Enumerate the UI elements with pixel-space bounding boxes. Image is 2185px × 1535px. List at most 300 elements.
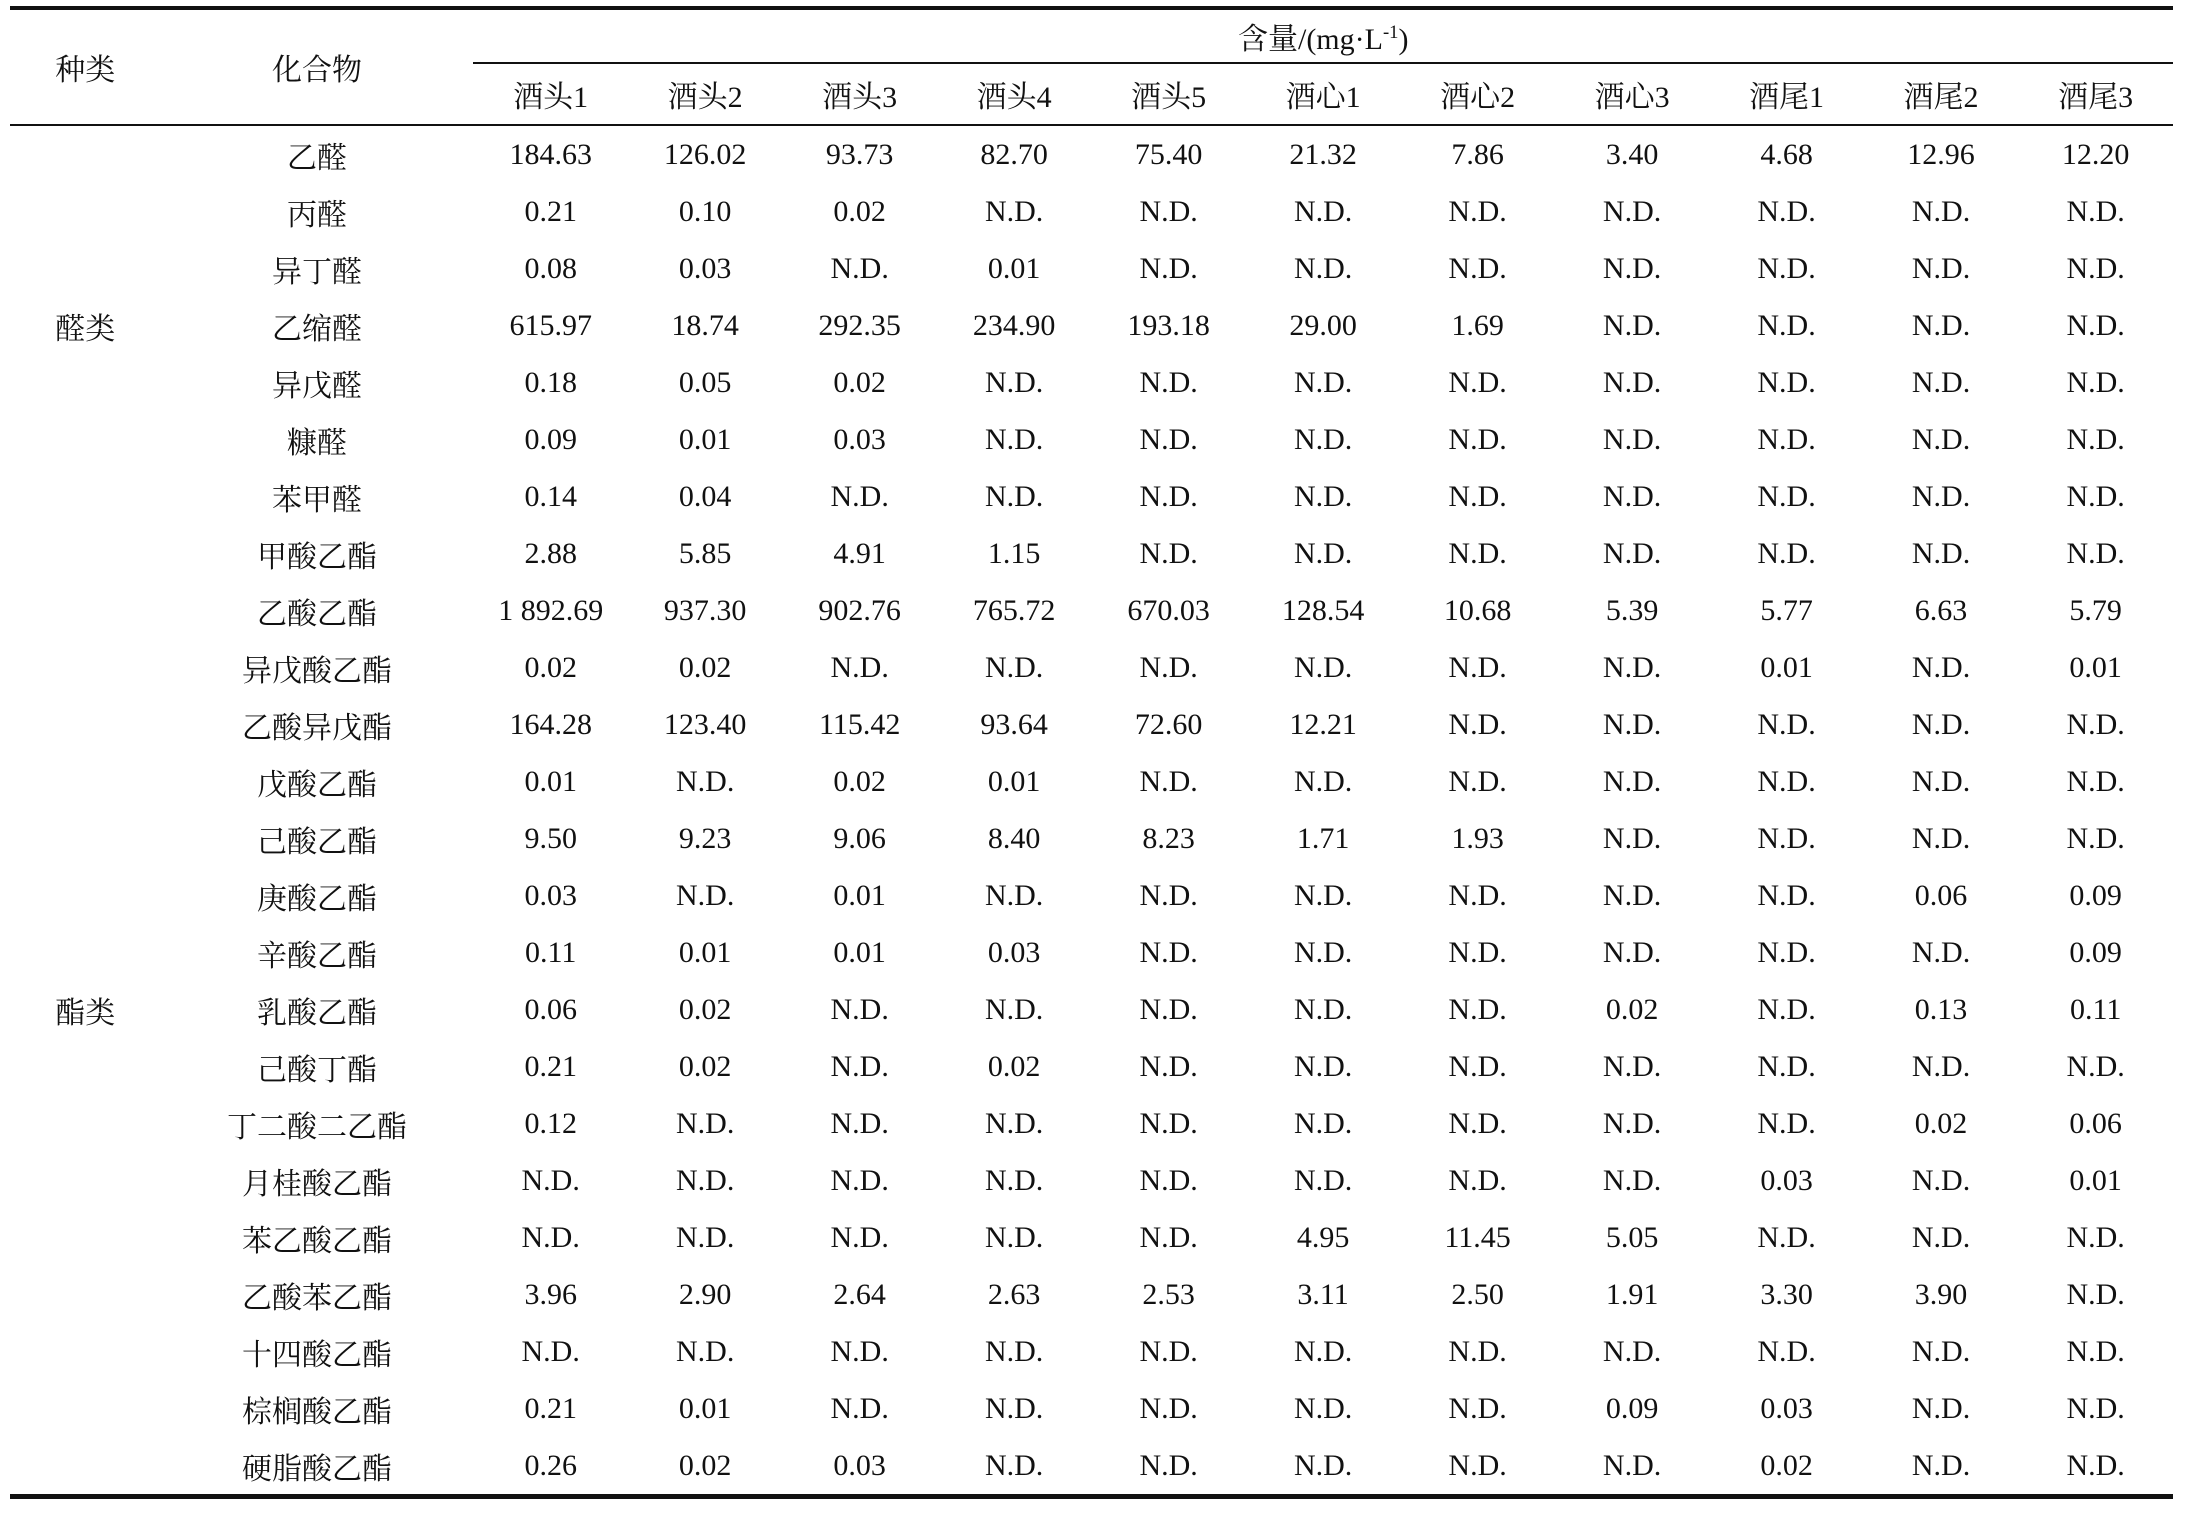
value-cell: N.D. bbox=[1757, 365, 1816, 399]
value-cell: N.D. bbox=[830, 251, 889, 285]
value-cell: N.D. bbox=[1293, 650, 1353, 684]
value-cell: 5.39 bbox=[1605, 593, 1659, 627]
table-row bbox=[10, 981, 2173, 1038]
value-cell: N.D. bbox=[1293, 251, 1353, 285]
value-cell: 82.70 bbox=[980, 137, 1048, 171]
value-cell: N.D. bbox=[1602, 194, 1662, 228]
compound-content-table bbox=[10, 6, 2173, 1499]
table-row bbox=[10, 525, 2173, 582]
value-cell: N.D. bbox=[1293, 536, 1353, 570]
value-cell: N.D. bbox=[2066, 764, 2125, 798]
value-cell: 0.02 bbox=[678, 1448, 732, 1482]
value-cell: N.D. bbox=[984, 1334, 1044, 1368]
compound-name: 乙醛 bbox=[286, 141, 347, 175]
value-cell: 292.35 bbox=[818, 308, 901, 342]
value-cell: 9.06 bbox=[833, 821, 886, 855]
value-cell: N.D. bbox=[2066, 479, 2125, 513]
value-cell: N.D. bbox=[1911, 1391, 1971, 1425]
value-cell: N.D. bbox=[1448, 251, 1507, 285]
value-cell: 0.01 bbox=[2069, 650, 2122, 684]
value-cell: N.D. bbox=[1757, 251, 1816, 285]
value-cell: 4.68 bbox=[1760, 137, 1813, 171]
value-cell: N.D. bbox=[1602, 251, 1662, 285]
value-cell: N.D. bbox=[1293, 1163, 1353, 1197]
value-cell: 93.64 bbox=[980, 707, 1048, 741]
value-cell: N.D. bbox=[1448, 365, 1507, 399]
value-cell: 5.85 bbox=[678, 536, 732, 570]
value-cell: N.D. bbox=[1293, 1106, 1353, 1140]
value-cell: 0.01 bbox=[987, 764, 1041, 798]
value-cell: 937.30 bbox=[663, 593, 747, 627]
value-cell: N.D. bbox=[1757, 536, 1816, 570]
value-cell: 0.10 bbox=[678, 194, 732, 228]
value-cell: N.D. bbox=[984, 365, 1044, 399]
value-cell: 234.90 bbox=[972, 308, 1056, 342]
value-cell: 902.76 bbox=[818, 593, 901, 627]
value-cell: 2.64 bbox=[833, 1277, 886, 1311]
value-cell: N.D. bbox=[1757, 422, 1816, 456]
value-cell: 115.42 bbox=[818, 707, 901, 741]
compound-name: 苯甲醛 bbox=[271, 483, 362, 517]
value-cell: N.D. bbox=[1911, 1448, 1971, 1482]
value-cell: N.D. bbox=[1911, 1334, 1971, 1368]
value-cell: N.D. bbox=[984, 1391, 1044, 1425]
value-cell: 0.06 bbox=[524, 992, 577, 1026]
compound-name: 乙酸异戊酯 bbox=[241, 711, 392, 745]
value-cell: N.D. bbox=[1602, 479, 1662, 513]
value-cell: 0.06 bbox=[1914, 878, 1968, 912]
value-cell: N.D. bbox=[1293, 194, 1353, 228]
value-cell: N.D. bbox=[1602, 821, 1662, 855]
value-cell: 0.03 bbox=[833, 1448, 886, 1482]
value-cell: 8.23 bbox=[1142, 821, 1195, 855]
compound-name: 己酸丁酯 bbox=[256, 1053, 377, 1087]
category-group-label: 酯类 bbox=[55, 996, 116, 1030]
value-cell: N.D. bbox=[521, 1220, 580, 1254]
value-cell: 0.02 bbox=[987, 1049, 1041, 1083]
value-cell: N.D. bbox=[1448, 707, 1507, 741]
value-cell: N.D. bbox=[1757, 707, 1816, 741]
compound-name: 苯乙酸乙酯 bbox=[241, 1224, 392, 1258]
value-cell: 0.06 bbox=[2069, 1106, 2122, 1140]
value-cell: 1.93 bbox=[1451, 821, 1504, 855]
value-cell: N.D. bbox=[1757, 764, 1816, 798]
compound-name: 硬脂酸乙酯 bbox=[241, 1452, 392, 1486]
value-cell: N.D. bbox=[1602, 365, 1662, 399]
value-cell: N.D. bbox=[1602, 1448, 1662, 1482]
value-cell: N.D. bbox=[2066, 422, 2125, 456]
value-cell: 0.03 bbox=[524, 878, 577, 912]
value-cell: N.D. bbox=[521, 1163, 580, 1197]
value-cell: N.D. bbox=[2066, 308, 2125, 342]
value-cell: 0.01 bbox=[678, 422, 732, 456]
value-cell: N.D. bbox=[1293, 992, 1353, 1026]
value-cell: N.D. bbox=[1139, 1334, 1198, 1368]
compound-name: 乙酸乙酯 bbox=[256, 597, 377, 631]
value-cell: N.D. bbox=[984, 1220, 1044, 1254]
value-cell: N.D. bbox=[984, 1163, 1044, 1197]
value-cell: N.D. bbox=[676, 878, 735, 912]
value-cell: N.D. bbox=[1448, 650, 1507, 684]
value-cell: 126.02 bbox=[663, 137, 747, 171]
value-cell: 615.97 bbox=[509, 308, 592, 342]
value-cell: N.D. bbox=[1911, 251, 1971, 285]
compound-name: 异丁醛 bbox=[271, 255, 362, 289]
value-cell: 93.73 bbox=[825, 137, 894, 171]
value-cell: 0.05 bbox=[678, 365, 732, 399]
value-cell: 0.02 bbox=[1605, 992, 1659, 1026]
value-cell: 0.02 bbox=[833, 764, 886, 798]
value-cell: N.D. bbox=[521, 1334, 580, 1368]
value-cell: N.D. bbox=[1139, 536, 1198, 570]
value-cell: N.D. bbox=[1448, 536, 1507, 570]
value-cell: N.D. bbox=[2066, 707, 2125, 741]
value-cell: 193.18 bbox=[1127, 308, 1210, 342]
value-cell: N.D. bbox=[1757, 878, 1816, 912]
value-cell: 3.90 bbox=[1914, 1277, 1968, 1311]
value-cell: 8.40 bbox=[987, 821, 1041, 855]
value-cell: 5.77 bbox=[1760, 593, 1813, 627]
value-cell: 0.02 bbox=[678, 992, 732, 1026]
sample-column-header: 酒头3 bbox=[782, 63, 936, 125]
value-cell: 0.03 bbox=[1760, 1391, 1813, 1425]
value-cell: 18.74 bbox=[671, 308, 739, 342]
value-cell: 12.96 bbox=[1907, 137, 1975, 171]
value-cell: N.D. bbox=[1139, 992, 1198, 1026]
value-cell: N.D. bbox=[1602, 1163, 1662, 1197]
value-cell: N.D. bbox=[1911, 479, 1971, 513]
value-cell: N.D. bbox=[1448, 1448, 1507, 1482]
value-cell: N.D. bbox=[1293, 365, 1353, 399]
value-cell: N.D. bbox=[830, 1334, 889, 1368]
value-cell: 0.02 bbox=[1914, 1106, 1968, 1140]
value-cell: 0.18 bbox=[524, 365, 577, 399]
value-cell: N.D. bbox=[1293, 1448, 1353, 1482]
table-row bbox=[10, 1209, 2173, 1266]
value-cell: N.D. bbox=[676, 1334, 735, 1368]
table-row bbox=[10, 753, 2173, 810]
value-cell: N.D. bbox=[1757, 935, 1816, 969]
value-cell: N.D. bbox=[1293, 878, 1353, 912]
compound-column-header: 化合物 bbox=[160, 8, 473, 125]
compound-name: 糠醛 bbox=[286, 426, 347, 460]
table-row bbox=[10, 1152, 2173, 1209]
value-cell: N.D. bbox=[676, 1163, 735, 1197]
value-cell: N.D. bbox=[1139, 251, 1198, 285]
value-cell: 0.04 bbox=[678, 479, 732, 513]
value-cell: N.D. bbox=[1911, 365, 1971, 399]
value-cell: 0.02 bbox=[833, 194, 886, 228]
compound-name: 戊酸乙酯 bbox=[256, 768, 377, 802]
value-cell: N.D. bbox=[2066, 1220, 2125, 1254]
value-cell: 128.54 bbox=[1281, 593, 1365, 627]
value-cell: 1.91 bbox=[1605, 1277, 1659, 1311]
table-row bbox=[10, 696, 2173, 753]
unit-superscript: -1 bbox=[1382, 22, 1399, 43]
value-cell: 0.03 bbox=[833, 422, 886, 456]
value-cell: 75.40 bbox=[1134, 137, 1203, 171]
value-cell: 1.71 bbox=[1296, 821, 1350, 855]
value-cell: N.D. bbox=[676, 1220, 735, 1254]
value-cell: N.D. bbox=[1757, 1334, 1816, 1368]
unit-suffix: ) bbox=[1398, 23, 1409, 56]
value-cell: 0.01 bbox=[987, 251, 1041, 285]
value-cell: 7.86 bbox=[1451, 137, 1504, 171]
value-cell: 9.50 bbox=[524, 821, 577, 855]
value-cell: N.D. bbox=[1911, 536, 1971, 570]
value-cell: 0.01 bbox=[678, 935, 732, 969]
sample-column-header: 酒尾3 bbox=[2018, 63, 2173, 125]
value-cell: N.D. bbox=[1139, 1448, 1198, 1482]
value-cell: 0.09 bbox=[1605, 1391, 1659, 1425]
compound-name: 乳酸乙酯 bbox=[256, 996, 377, 1030]
value-cell: N.D. bbox=[830, 1049, 889, 1083]
value-cell: N.D. bbox=[1139, 1049, 1198, 1083]
value-cell: 0.01 bbox=[1760, 650, 1813, 684]
value-cell: 1 892.69 bbox=[498, 593, 604, 627]
value-cell: 765.72 bbox=[972, 593, 1056, 627]
value-cell: N.D. bbox=[1139, 194, 1198, 228]
value-cell: N.D. bbox=[1757, 1220, 1816, 1254]
value-cell: N.D. bbox=[1293, 1334, 1353, 1368]
value-cell: 0.13 bbox=[1914, 992, 1968, 1026]
value-cell: N.D. bbox=[830, 479, 889, 513]
value-cell: N.D. bbox=[1602, 308, 1662, 342]
table-row bbox=[10, 582, 2173, 639]
sample-column-header: 酒头4 bbox=[937, 63, 1091, 125]
value-cell: 10.68 bbox=[1443, 593, 1512, 627]
value-cell: N.D. bbox=[1757, 1049, 1816, 1083]
compound-name: 棕榈酸乙酯 bbox=[241, 1395, 392, 1429]
value-cell: N.D. bbox=[1139, 650, 1198, 684]
table-row bbox=[10, 810, 2173, 867]
value-cell: N.D. bbox=[1911, 308, 1971, 342]
value-cell: 0.09 bbox=[524, 422, 577, 456]
value-cell: N.D. bbox=[1911, 935, 1971, 969]
value-cell: N.D. bbox=[1602, 1049, 1662, 1083]
value-cell: 0.01 bbox=[678, 1391, 732, 1425]
value-cell: N.D. bbox=[1911, 707, 1971, 741]
value-cell: N.D. bbox=[1139, 1391, 1198, 1425]
value-cell: 0.09 bbox=[2069, 935, 2122, 969]
value-cell: 0.26 bbox=[524, 1448, 577, 1482]
compound-name: 乙缩醛 bbox=[271, 312, 362, 346]
value-cell: N.D. bbox=[1911, 821, 1971, 855]
value-cell: N.D. bbox=[1602, 650, 1662, 684]
value-cell: N.D. bbox=[2066, 1391, 2125, 1425]
type-column-header: 种类 bbox=[10, 8, 160, 125]
value-cell: 0.09 bbox=[2069, 878, 2122, 912]
compound-name: 甲酸乙酯 bbox=[256, 540, 377, 574]
value-cell: N.D. bbox=[830, 992, 889, 1026]
value-cell: 0.21 bbox=[524, 194, 577, 228]
table-row bbox=[10, 240, 2173, 297]
value-cell: N.D. bbox=[1139, 878, 1198, 912]
value-cell: N.D. bbox=[1448, 1049, 1507, 1083]
value-cell: N.D. bbox=[1602, 935, 1662, 969]
compound-name: 己酸乙酯 bbox=[256, 825, 377, 859]
value-cell: N.D. bbox=[2066, 536, 2125, 570]
table-row bbox=[10, 1437, 2173, 1497]
compound-name: 丁二酸二乙酯 bbox=[226, 1110, 407, 1144]
sample-column-header: 酒头5 bbox=[1091, 63, 1245, 125]
value-cell: N.D. bbox=[1293, 764, 1353, 798]
value-cell: N.D. bbox=[1293, 935, 1353, 969]
value-cell: N.D. bbox=[1293, 1391, 1353, 1425]
value-cell: 0.03 bbox=[987, 935, 1041, 969]
value-cell: N.D. bbox=[1448, 992, 1507, 1026]
value-cell: N.D. bbox=[1139, 935, 1198, 969]
value-cell: 184.63 bbox=[509, 137, 592, 171]
value-cell: 164.28 bbox=[509, 707, 592, 741]
value-cell: 11.45 bbox=[1444, 1220, 1511, 1254]
value-cell: 670.03 bbox=[1127, 593, 1210, 627]
value-cell: N.D. bbox=[1293, 1049, 1353, 1083]
value-cell: N.D. bbox=[2066, 365, 2125, 399]
value-cell: 0.02 bbox=[678, 650, 732, 684]
value-cell: N.D. bbox=[1448, 194, 1507, 228]
value-cell: 0.02 bbox=[524, 650, 577, 684]
value-cell: N.D. bbox=[984, 878, 1044, 912]
value-cell: 12.20 bbox=[2061, 137, 2130, 171]
value-cell: N.D. bbox=[676, 1106, 735, 1140]
value-cell: N.D. bbox=[2066, 1448, 2125, 1482]
value-cell: N.D. bbox=[1602, 536, 1662, 570]
value-cell: N.D. bbox=[1911, 422, 1971, 456]
value-cell: 4.91 bbox=[833, 536, 886, 570]
value-cell: 0.01 bbox=[833, 935, 886, 969]
value-cell: 0.01 bbox=[2069, 1163, 2122, 1197]
value-cell: N.D. bbox=[1757, 992, 1816, 1026]
value-cell: 3.30 bbox=[1760, 1277, 1813, 1311]
value-cell: N.D. bbox=[1757, 308, 1816, 342]
value-cell: N.D. bbox=[1139, 365, 1198, 399]
value-cell: N.D. bbox=[1911, 764, 1971, 798]
value-cell: N.D. bbox=[984, 992, 1044, 1026]
table-row bbox=[10, 1266, 2173, 1323]
value-cell: N.D. bbox=[1757, 194, 1816, 228]
value-cell: 21.32 bbox=[1289, 137, 1357, 171]
value-cell: N.D. bbox=[830, 1391, 889, 1425]
value-cell: 0.14 bbox=[524, 479, 577, 513]
value-cell: N.D. bbox=[830, 1220, 889, 1254]
value-cell: N.D. bbox=[1448, 1334, 1507, 1368]
value-cell: N.D. bbox=[1448, 479, 1507, 513]
value-cell: 0.12 bbox=[524, 1106, 577, 1140]
value-cell: N.D. bbox=[2066, 1049, 2125, 1083]
value-cell: N.D. bbox=[984, 194, 1044, 228]
value-cell: N.D. bbox=[1911, 194, 1971, 228]
value-cell: N.D. bbox=[1139, 479, 1198, 513]
value-cell: N.D. bbox=[1293, 479, 1353, 513]
value-cell: 2.53 bbox=[1142, 1277, 1195, 1311]
value-cell: N.D. bbox=[1448, 1106, 1507, 1140]
value-cell: N.D. bbox=[1757, 821, 1816, 855]
sample-column-header: 酒尾2 bbox=[1864, 63, 2018, 125]
value-cell: N.D. bbox=[830, 1163, 889, 1197]
value-cell: N.D. bbox=[984, 422, 1044, 456]
value-cell: N.D. bbox=[1139, 422, 1198, 456]
category-group-label: 醛类 bbox=[55, 312, 116, 346]
table-row bbox=[10, 468, 2173, 525]
value-cell: 3.11 bbox=[1297, 1277, 1349, 1311]
compound-name: 庚酸乙酯 bbox=[256, 882, 377, 916]
table-row bbox=[10, 411, 2173, 468]
value-cell: N.D. bbox=[1602, 1106, 1662, 1140]
value-cell: 0.02 bbox=[678, 1049, 732, 1083]
table-row bbox=[10, 1038, 2173, 1095]
value-cell: 0.02 bbox=[1760, 1448, 1813, 1482]
value-cell: N.D. bbox=[984, 479, 1044, 513]
value-cell: N.D. bbox=[1911, 1163, 1971, 1197]
value-cell: N.D. bbox=[1139, 1220, 1198, 1254]
value-cell: N.D. bbox=[1602, 422, 1662, 456]
sample-column-header: 酒头1 bbox=[473, 63, 627, 125]
value-cell: N.D. bbox=[2066, 1334, 2125, 1368]
value-cell: 4.95 bbox=[1296, 1220, 1350, 1254]
value-cell: N.D. bbox=[2066, 194, 2125, 228]
sample-column-header: 酒心2 bbox=[1400, 63, 1554, 125]
value-cell: N.D. bbox=[1448, 878, 1507, 912]
table-row bbox=[10, 1323, 2173, 1380]
value-cell: N.D. bbox=[984, 650, 1044, 684]
value-cell: N.D. bbox=[1293, 422, 1353, 456]
content-unit-header bbox=[473, 8, 2173, 63]
value-cell: 0.08 bbox=[524, 251, 577, 285]
value-cell: N.D. bbox=[1911, 1220, 1971, 1254]
value-cell: 5.05 bbox=[1605, 1220, 1659, 1254]
value-cell: N.D. bbox=[830, 650, 889, 684]
table-row bbox=[10, 1380, 2173, 1437]
value-cell: 0.11 bbox=[525, 935, 577, 969]
value-cell: 5.79 bbox=[2069, 593, 2122, 627]
compound-name: 异戊酸乙酯 bbox=[241, 654, 392, 688]
value-cell: N.D. bbox=[1448, 1163, 1507, 1197]
value-cell: 0.21 bbox=[524, 1391, 577, 1425]
value-cell: N.D. bbox=[1911, 1049, 1971, 1083]
value-cell: N.D. bbox=[2066, 821, 2125, 855]
table-row bbox=[10, 867, 2173, 924]
value-cell: N.D. bbox=[1448, 422, 1507, 456]
value-cell: N.D. bbox=[1757, 1106, 1816, 1140]
table-row bbox=[10, 297, 2173, 354]
table-row bbox=[10, 639, 2173, 696]
compound-name: 异戊醛 bbox=[271, 369, 362, 403]
value-cell: 2.63 bbox=[987, 1277, 1041, 1311]
value-cell: 9.23 bbox=[678, 821, 732, 855]
value-cell: 12.21 bbox=[1289, 707, 1357, 741]
value-cell: N.D. bbox=[2066, 1277, 2125, 1311]
sample-column-header: 酒尾1 bbox=[1709, 63, 1863, 125]
unit-prefix: 含量/(mg·L bbox=[1237, 23, 1383, 56]
value-cell: 6.63 bbox=[1914, 593, 1968, 627]
sample-column-header: 酒头2 bbox=[628, 63, 782, 125]
table-row bbox=[10, 183, 2173, 240]
compound-name: 辛酸乙酯 bbox=[256, 939, 377, 973]
value-cell: 3.96 bbox=[524, 1277, 577, 1311]
value-cell: 29.00 bbox=[1289, 308, 1357, 342]
value-cell: 0.01 bbox=[524, 764, 577, 798]
compound-name: 十四酸乙酯 bbox=[241, 1338, 392, 1372]
compound-name: 乙酸苯乙酯 bbox=[241, 1281, 392, 1315]
value-cell: N.D. bbox=[1602, 878, 1662, 912]
value-cell: 2.50 bbox=[1451, 1277, 1504, 1311]
value-cell: 2.90 bbox=[678, 1277, 732, 1311]
value-cell: N.D. bbox=[984, 1106, 1044, 1140]
table-row bbox=[10, 354, 2173, 411]
value-cell: 0.01 bbox=[833, 878, 886, 912]
table-row bbox=[10, 125, 2173, 183]
